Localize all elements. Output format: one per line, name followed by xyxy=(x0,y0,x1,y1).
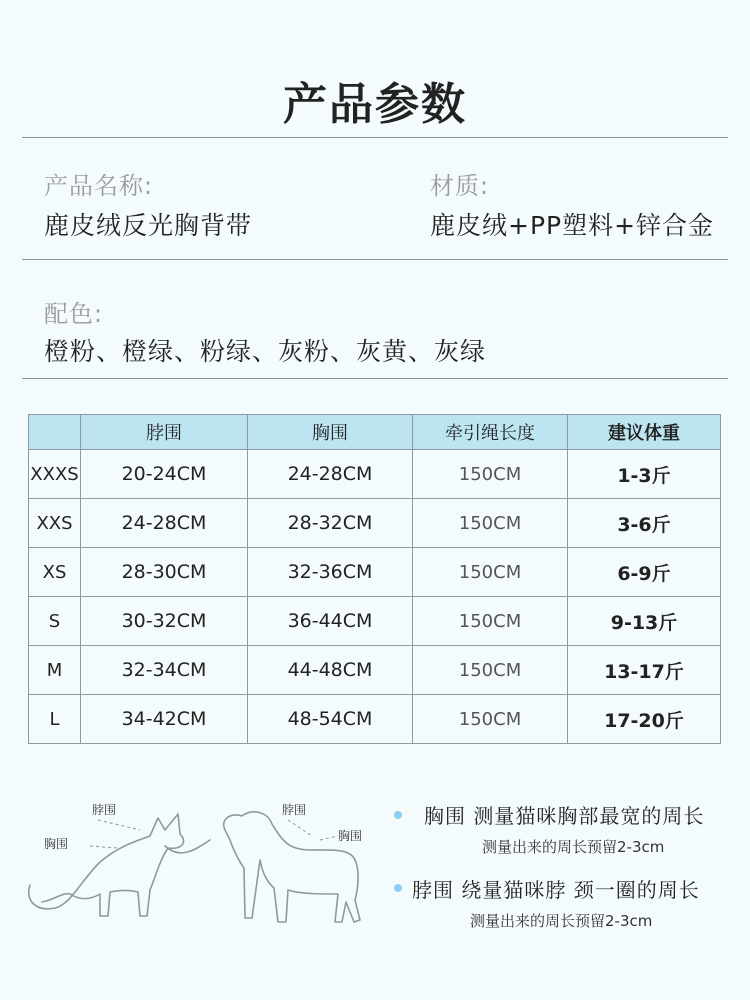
cat-neck-label: 脖围 xyxy=(92,803,117,817)
measurement-diagram xyxy=(20,790,380,950)
size-cell: L xyxy=(29,695,81,744)
product-name-label: 产品名称: xyxy=(44,172,154,200)
neck-cell: 28-30CM xyxy=(81,548,248,597)
leash-cell: 150CM xyxy=(413,450,568,499)
neck-cell: 34-42CM xyxy=(81,695,248,744)
neck-measure-title: 脖围 绕量猫咪脖 颈一圈的周长 xyxy=(412,878,700,902)
chest-cell: 48-54CM xyxy=(248,695,413,744)
chest-measure-tip: 测量出来的周长预留2-3cm xyxy=(482,838,665,856)
chest-cell: 24-28CM xyxy=(248,450,413,499)
chest-cell: 44-48CM xyxy=(248,646,413,695)
weight-cell: 13-17斤 xyxy=(568,646,721,695)
weight-cell: 3-6斤 xyxy=(568,499,721,548)
size-cell: M xyxy=(29,646,81,695)
divider xyxy=(22,137,728,138)
chest-cell: 36-44CM xyxy=(248,597,413,646)
color-value: 橙粉、橙绿、粉绿、灰粉、灰黄、灰绿 xyxy=(44,337,487,366)
table-header-cell xyxy=(29,415,81,450)
neck-cell: 20-24CM xyxy=(81,450,248,499)
table-row xyxy=(29,646,721,695)
leash-cell: 150CM xyxy=(413,597,568,646)
weight-cell: 1-3斤 xyxy=(568,450,721,499)
chest-cell: 32-36CM xyxy=(248,548,413,597)
neck-cell: 24-28CM xyxy=(81,499,248,548)
size-cell: XS xyxy=(29,548,81,597)
leash-cell: 150CM xyxy=(413,695,568,744)
neck-cell: 32-34CM xyxy=(81,646,248,695)
table-header-cell: 胸围 xyxy=(248,415,413,450)
leash-cell: 150CM xyxy=(413,548,568,597)
page-title: 产品参数 xyxy=(283,79,467,130)
neck-measure-tip: 测量出来的周长预留2-3cm xyxy=(470,912,653,930)
table-row xyxy=(29,597,721,646)
size-table xyxy=(28,414,721,744)
cat-outline-icon xyxy=(29,814,210,916)
color-label: 配色: xyxy=(44,300,104,328)
table-header-cell: 脖围 xyxy=(81,415,248,450)
material-value: 鹿皮绒+PP塑料+锌合金 xyxy=(430,211,715,240)
leash-cell: 150CM xyxy=(413,646,568,695)
dog-chest-label: 胸围 xyxy=(338,829,363,843)
chest-cell: 28-32CM xyxy=(248,499,413,548)
leash-cell: 150CM xyxy=(413,499,568,548)
material-label: 材质: xyxy=(430,172,490,200)
chest-measure-title: 胸围 测量猫咪胸部最宽的周长 xyxy=(424,804,705,828)
size-cell: S xyxy=(29,597,81,646)
dog-neck-label: 脖围 xyxy=(282,803,307,817)
product-name-value: 鹿皮绒反光胸背带 xyxy=(44,211,253,240)
table-header-cell: 牵引绳长度 xyxy=(413,415,568,450)
size-cell: XXXS xyxy=(29,450,81,499)
table-header-row xyxy=(29,415,721,450)
divider xyxy=(22,378,728,379)
neck-cell: 30-32CM xyxy=(81,597,248,646)
table-row xyxy=(29,548,721,597)
weight-cell: 9-13斤 xyxy=(568,597,721,646)
divider xyxy=(22,259,728,260)
cat-chest-measure-line xyxy=(90,820,338,848)
table-header-cell: 建议体重 xyxy=(568,415,721,450)
table-row xyxy=(29,450,721,499)
weight-cell: 6-9斤 xyxy=(568,548,721,597)
bullet-dot-icon xyxy=(394,811,402,819)
weight-cell: 17-20斤 xyxy=(568,695,721,744)
size-cell: XXS xyxy=(29,499,81,548)
table-row xyxy=(29,499,721,548)
cat-chest-label: 胸围 xyxy=(44,837,69,851)
table-row xyxy=(29,695,721,744)
bullet-dot-icon xyxy=(394,884,402,892)
